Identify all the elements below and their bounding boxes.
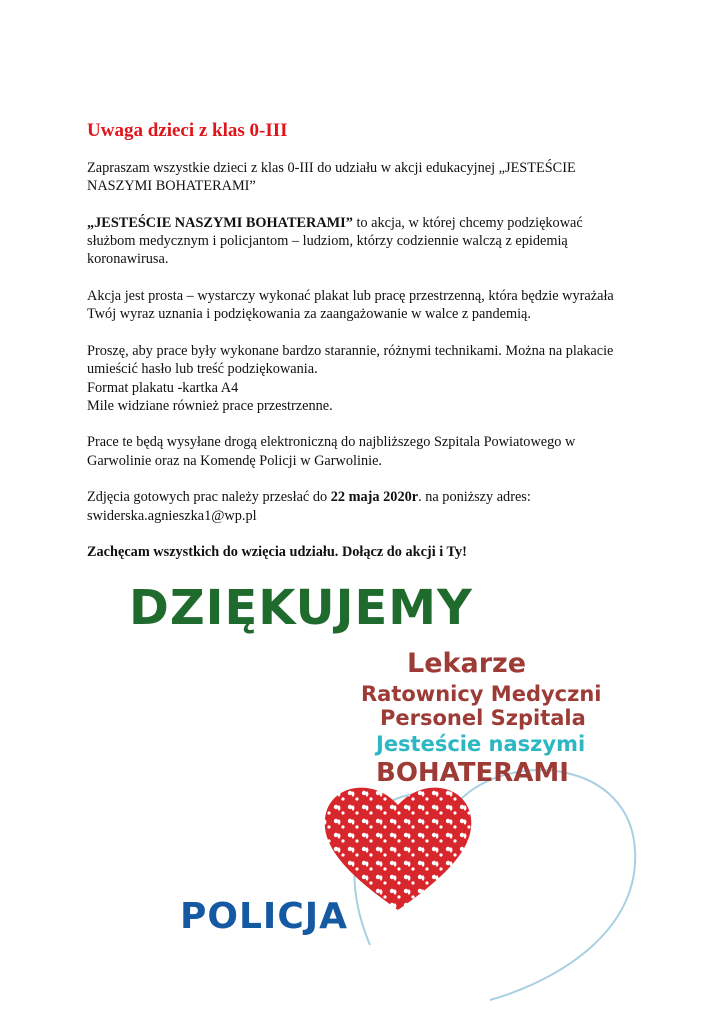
text-line	[87, 488, 647, 506]
text-line: Prace te będą wysyłane drogą elektroniczną do najbliższego Szpitala Powiatowego w	[87, 434, 576, 451]
text-fragment: to akcja, w której chcemy podziękować	[352, 214, 583, 231]
text-line: Garwolinie oraz na Komendę Policji w Garwolinie.	[87, 452, 382, 469]
role-paramedics: Ratownicy Medyczni	[361, 682, 602, 706]
paragraph-action-description	[87, 214, 647, 269]
role-hospital-staff: Personel Szpitala	[380, 706, 586, 730]
paragraph-closing	[87, 543, 647, 561]
closing-call-to-action: Zachęcam wszystkich do wzięcia udziału. Dołącz do akcji i Ty!	[87, 544, 467, 561]
text-line: Proszę, aby prace były wykonane bardzo starannie, różnymi technikami. Można na plakacie	[87, 342, 614, 359]
deadline-date: 22 maja 2020r	[330, 489, 419, 506]
policja-logo-text: POLICJA	[180, 896, 348, 937]
contact-email: swiderska.agnieszka1@wp.pl	[87, 507, 257, 524]
text-fragment: . na poniższy adres:	[418, 489, 531, 506]
thank-you-poster	[0, 570, 724, 1010]
paragraph-delivery	[87, 433, 647, 470]
paragraph-deadline	[87, 488, 647, 525]
poster-headline: DZIĘKUJEMY	[129, 580, 473, 636]
poster-tagline: Jesteście naszymi	[376, 732, 586, 756]
text-line	[87, 214, 647, 232]
heart-icon	[318, 775, 478, 915]
text-line: Akcja jest prosta – wystarczy wykonać plakat lub pracę przestrzenną, która będzie wyrażała	[87, 288, 614, 305]
text-line: Twój wyraz uznania i podziękowania za zaangażowanie w walce z pandemią.	[87, 306, 531, 323]
poster-heroes: BOHATERAMI	[376, 758, 569, 788]
text-line: Mile widziane również prace przestrzenne.	[87, 397, 333, 414]
page-title: Uwaga dzieci z klas 0-III	[87, 120, 288, 141]
paragraph-how-to	[87, 287, 647, 324]
role-doctors: Lekarze	[407, 648, 527, 679]
text-line: Zapraszam wszystkie dzieci z klas 0-III do udziału w akcji edukacyjnej „JESTEŚCIE	[87, 160, 576, 176]
action-name-bold: „JESTEŚCIE NASZYMI BOHATERAMI”	[87, 214, 353, 231]
text-line: NASZYMI BOHATERAMI”	[87, 178, 256, 195]
letter-body	[87, 159, 647, 580]
text-line: Format plakatu -kartka A4	[87, 379, 239, 396]
text-line: umieścić hasło lub treść podziękowania.	[87, 361, 318, 378]
text-line: służbom medycznym i policjantom – ludziom, którzy codziennie walczą z epidemią	[87, 233, 568, 250]
paragraph-invitation	[87, 159, 647, 196]
paragraph-requirements	[87, 342, 647, 415]
text-line: koronawirusa.	[87, 251, 169, 268]
text-fragment: Zdjęcia gotowych prac należy przesłać do	[87, 489, 331, 506]
